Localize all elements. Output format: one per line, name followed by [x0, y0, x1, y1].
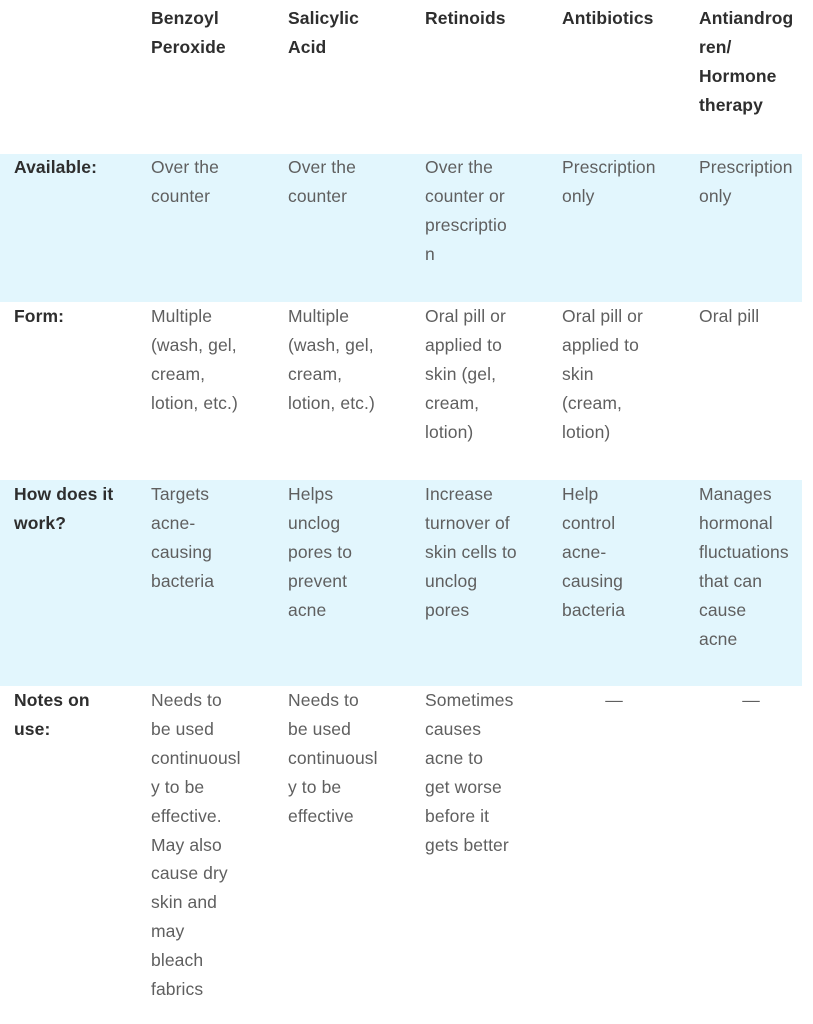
column-header-line: Hormone: [699, 65, 777, 86]
table-cell-line: lotion, etc.): [151, 392, 238, 413]
table-cell-line: acne-: [151, 512, 196, 533]
table-cell-line: Increase: [425, 484, 493, 504]
column-header-line: Antiandrog: [699, 8, 794, 28]
column-header-line: ren/: [699, 36, 732, 57]
table-cell-line: fluctuations: [699, 541, 789, 562]
table-cell: [425, 686, 513, 859]
table-cell-line: pores: [425, 599, 470, 620]
empty-dash-cell-line: —: [742, 690, 760, 710]
table-cell-line: skin cells to: [425, 541, 517, 562]
table-cell-line: prescriptio: [425, 214, 507, 235]
table-cell-line: n: [425, 243, 435, 264]
table-cell: [425, 480, 517, 625]
row-label-line: Available:: [14, 157, 98, 177]
table-cell: [562, 153, 656, 211]
table-cell-line: bacteria: [151, 570, 215, 591]
table-cell-line: Oral pill or: [425, 306, 506, 326]
column-header-line: Retinoids: [425, 8, 506, 28]
table-cell-line: lotion): [425, 421, 474, 442]
table-cell-line: may: [151, 921, 185, 942]
table-cell: [562, 302, 643, 447]
table-cell-line: applied to: [562, 334, 639, 355]
table-cell-line: cream,: [288, 363, 343, 384]
table-cell: [425, 153, 507, 269]
table-cell-line: effective.: [151, 805, 222, 826]
column-header: [288, 4, 359, 62]
table-cell-line: Over the: [425, 157, 493, 177]
column-header: [562, 4, 654, 33]
table-cell: [699, 302, 759, 331]
table-row: [0, 302, 802, 480]
row-label: [14, 686, 90, 744]
table-row: [0, 686, 802, 1024]
column-header-line: therapy: [699, 94, 763, 115]
table-cell-line: cause: [699, 599, 747, 620]
empty-dash-cell-line: —: [605, 690, 623, 710]
table-cell: [699, 480, 789, 653]
table-cell-line: cream,: [425, 392, 480, 413]
table-cell-line: fabrics: [151, 979, 204, 1000]
table-cell: [151, 480, 214, 596]
table-cell-line: May also: [151, 834, 222, 855]
table-cell-line: (wash, gel,: [288, 334, 374, 355]
table-cell-line: unclog: [425, 570, 478, 591]
empty-dash-cell: [564, 686, 664, 715]
table-cell: [288, 302, 375, 418]
table-cell: [288, 153, 356, 211]
table-cell-line: turnover of: [425, 512, 510, 533]
table-cell-line: Manages: [699, 484, 772, 504]
table-cell-line: be used: [288, 718, 351, 739]
table-cell-line: Over the: [288, 157, 356, 177]
table-cell-line: skin: [562, 363, 594, 384]
table-cell-line: bacteria: [562, 599, 626, 620]
row-label-line: How does it: [14, 484, 114, 504]
table-row: [0, 480, 802, 686]
table-cell-line: prevent: [288, 570, 348, 591]
row-label: [14, 302, 64, 331]
table-cell-line: that can: [699, 570, 763, 591]
table-cell-line: continuousl: [151, 747, 241, 768]
table-cell-line: only: [699, 185, 732, 206]
column-header-line: Benzoyl: [151, 8, 219, 28]
table-cell: [562, 480, 625, 625]
table-cell: [425, 302, 506, 447]
table-cell: [699, 153, 793, 211]
table-cell: [288, 480, 352, 625]
table-cell-line: skin (gel,: [425, 363, 497, 384]
table-cell-line: Over the: [151, 157, 219, 177]
table-cell-line: Oral pill: [699, 306, 760, 326]
row-label-line: use:: [14, 718, 51, 739]
table-cell-line: counter: [151, 185, 211, 206]
row-label: [14, 480, 113, 538]
table-row: [0, 154, 802, 302]
table-cell-line: acne: [288, 599, 327, 620]
column-header: [425, 4, 506, 33]
row-label-line: work?: [14, 512, 67, 533]
table-cell-line: y to be: [288, 776, 342, 797]
table-cell-line: causing: [151, 541, 213, 562]
table-cell-line: counter or: [425, 185, 505, 206]
row-label-line: Notes on: [14, 690, 90, 710]
table-cell-line: bleach: [151, 950, 204, 971]
table-cell-line: applied to: [425, 334, 502, 355]
column-header: [151, 4, 226, 62]
row-label-line: Form:: [14, 306, 65, 326]
table-cell-line: acne: [699, 628, 738, 649]
table-cell-line: causing: [562, 570, 624, 591]
table-cell-line: continuousl: [288, 747, 378, 768]
column-header-line: Antibiotics: [562, 8, 654, 28]
column-header-line: Peroxide: [151, 36, 226, 57]
table-cell-line: (cream,: [562, 392, 623, 413]
table-cell: [151, 302, 238, 418]
table-cell-line: effective: [288, 805, 354, 826]
table-cell-line: counter: [288, 185, 348, 206]
table-cell-line: Multiple: [288, 306, 350, 326]
table-cell: [151, 686, 241, 1004]
table-cell-line: Multiple: [151, 306, 213, 326]
table-cell-line: before it: [425, 805, 490, 826]
table-cell-line: Oral pill or: [562, 306, 643, 326]
table-cell-line: be used: [151, 718, 214, 739]
header-row: [0, 0, 802, 154]
table-cell-line: Sometimes: [425, 690, 514, 710]
table-cell-line: unclog: [288, 512, 341, 533]
table-cell-line: pores to: [288, 541, 353, 562]
column-header: [699, 4, 793, 120]
table-cell-line: acne to: [425, 747, 484, 768]
table-cell-line: acne-: [562, 541, 607, 562]
table-cell-line: Prescription: [699, 157, 793, 177]
table-cell-line: control: [562, 512, 616, 533]
table-cell-line: Prescription: [562, 157, 656, 177]
table-cell: [288, 686, 378, 831]
table-cell-line: Helps: [288, 484, 334, 504]
column-header-line: Salicylic: [288, 8, 359, 28]
table-cell-line: lotion): [562, 421, 611, 442]
table-cell-line: cream,: [151, 363, 206, 384]
table-cell-line: causes: [425, 718, 482, 739]
table-cell-line: gets better: [425, 834, 509, 855]
table-cell-line: Needs to: [151, 690, 222, 710]
table-cell-line: y to be: [151, 776, 205, 797]
table-cell-line: Needs to: [288, 690, 359, 710]
row-label: [14, 153, 97, 182]
table-cell-line: get worse: [425, 776, 502, 797]
empty-dash-cell: [701, 686, 801, 715]
table-cell-line: only: [562, 185, 595, 206]
table-cell-line: skin and: [151, 892, 217, 913]
table-cell-line: lotion, etc.): [288, 392, 375, 413]
table-cell-line: hormonal: [699, 512, 773, 533]
table-cell: [151, 153, 219, 211]
table-cell-line: Help: [562, 484, 599, 504]
table-cell-line: Targets: [151, 484, 210, 504]
table-cell-line: cause dry: [151, 863, 228, 884]
column-header-line: Acid: [288, 36, 327, 57]
table-cell-line: (wash, gel,: [151, 334, 237, 355]
